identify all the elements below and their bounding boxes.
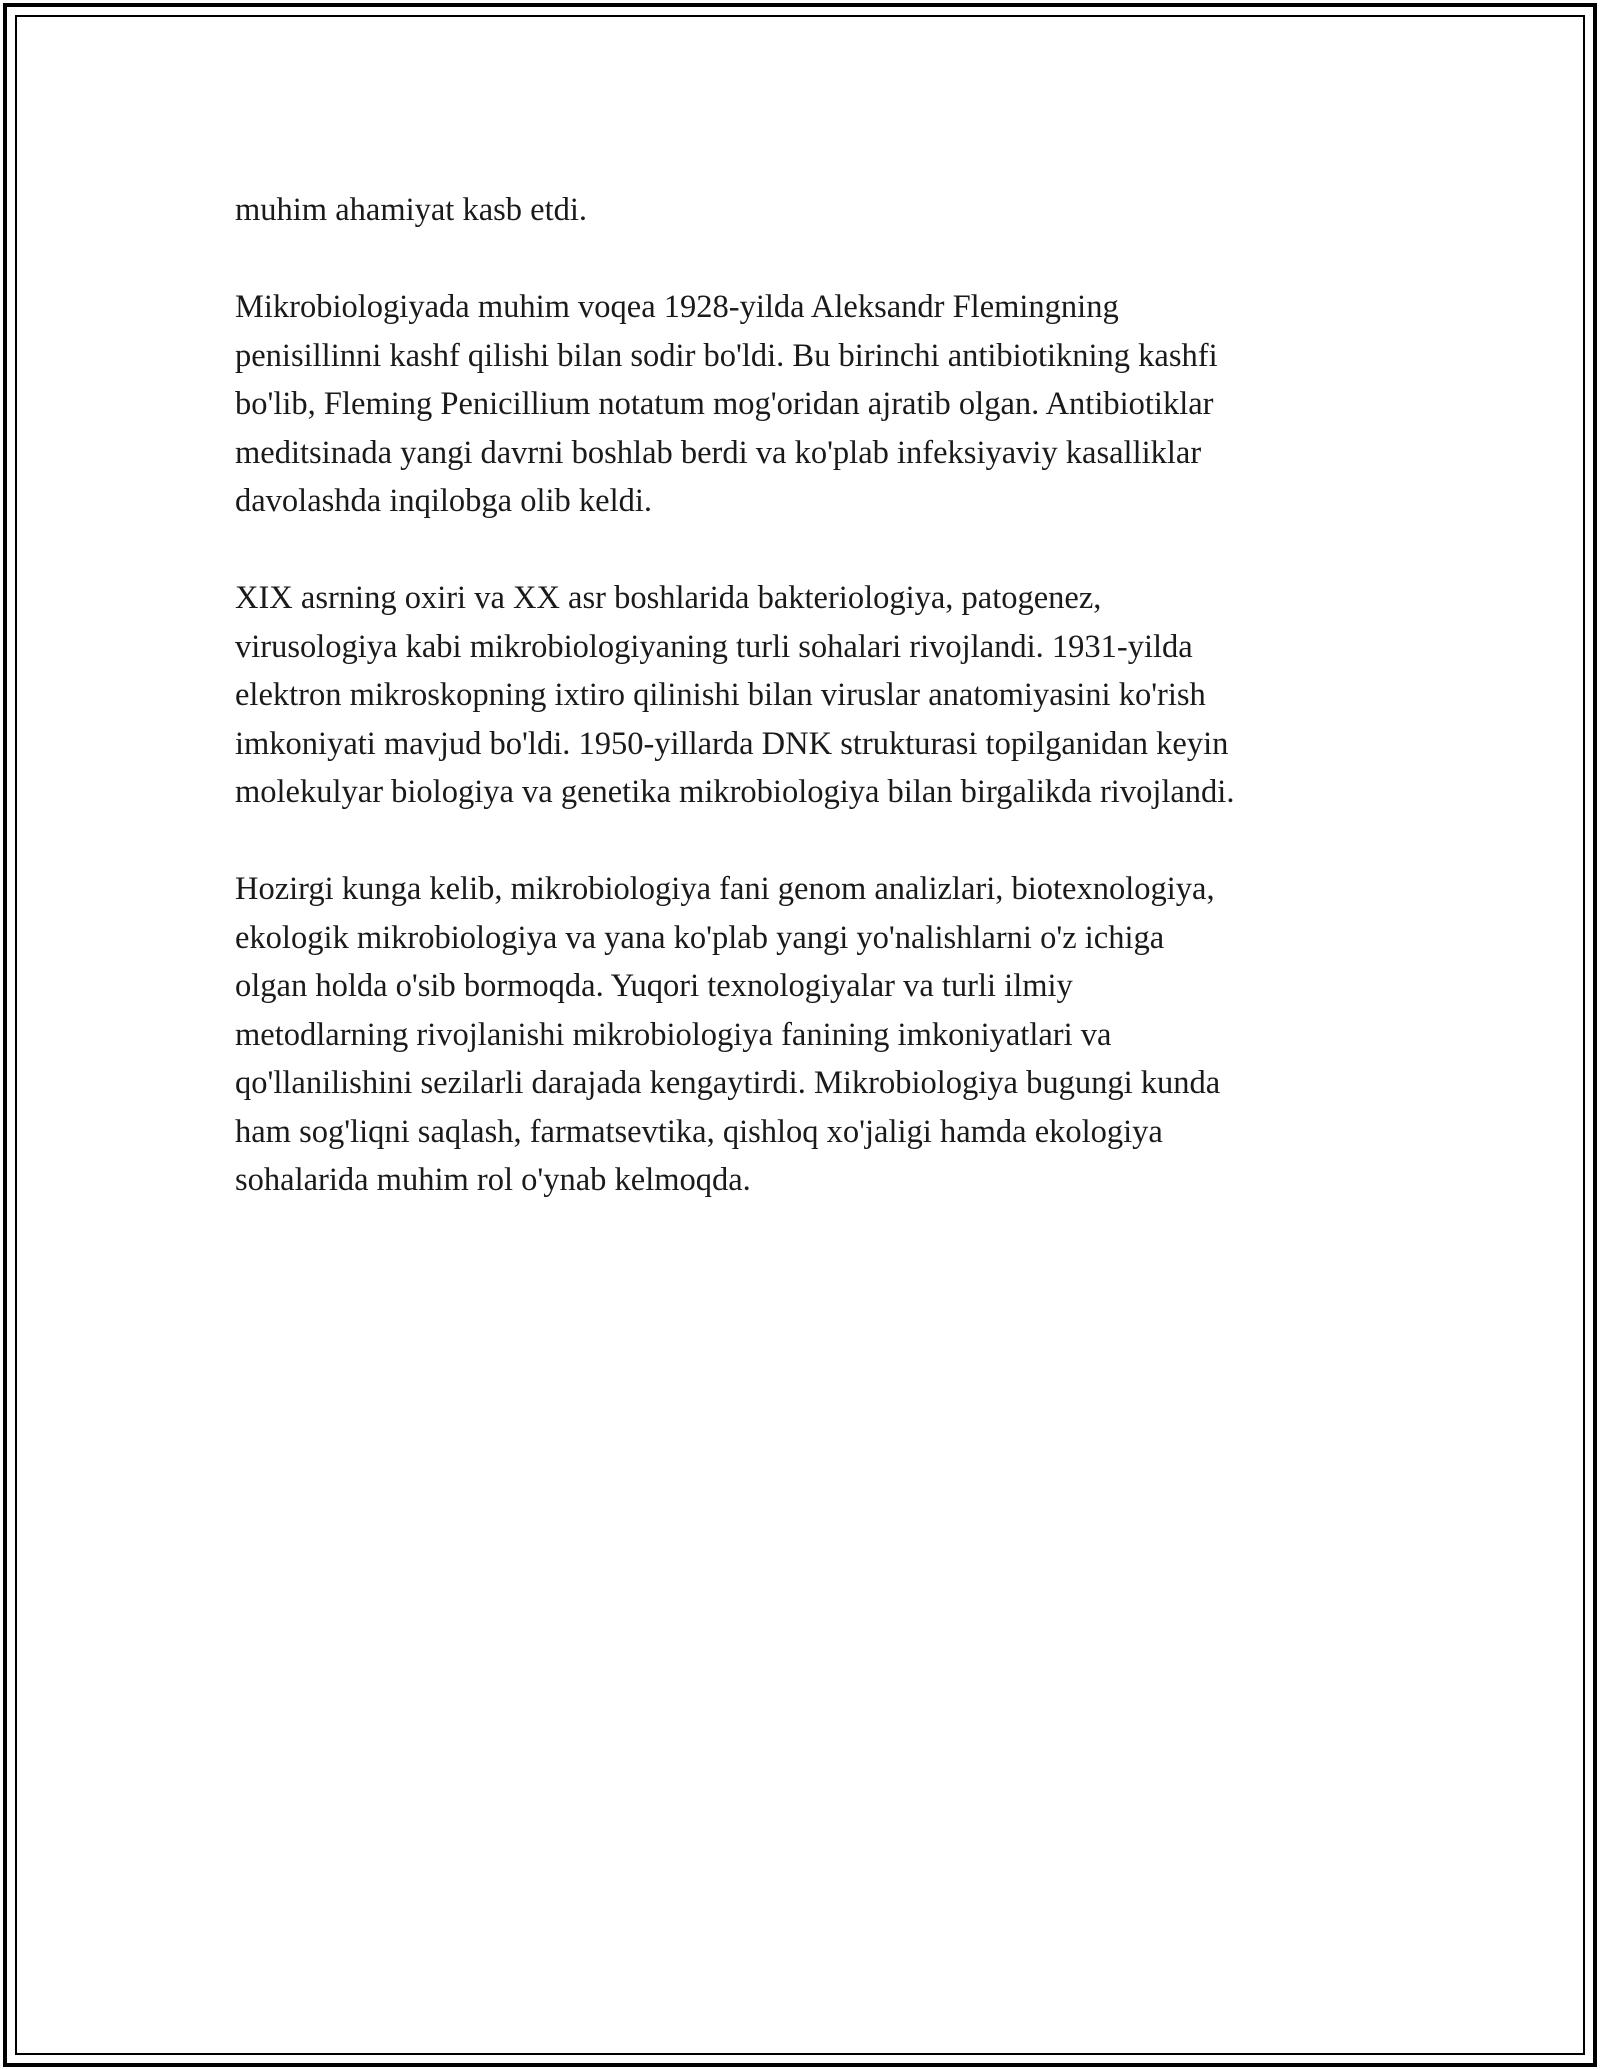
paragraph-modern: Hozirgi kunga kelib, mikrobiologiya fani genom analizlari, biotexnologiya, ekologik mikrobiologiya va yana ko'plab yangi yo'nalishlarni o'z ichiga olgan holda o'sib bormoqda. Yuqori texnologiyalar va turli ilmiy metodlarning rivojlanishi mikrobiologiya fanining imkoniyatlari va qo'llanilishini sezilarli darajada kengaytirdi. Mikrobiologiya bugungi kunda ham sog'liqni saqlash, farmatsevtika, qishloq xo'jaligi hamda ekologiya sohalarida muhim rol o'ynab kelmoqda.: [235, 871, 1221, 1198]
paragraph-history: XIX asrning oxiri va XX asr boshlarida bakteriologiya, patogenez, virusologiya kabi mikrobiologiyaning turli sohalari rivojlandi. 1931-yilda elektron mikroskopning ixtiro qilinishi bilan viruslar anatomiyasini ko'rish imkoniyati mavjud bo'ldi. 1950-yillarda DNK strukturasi topilganidan keyin molekulyar biologiya va genetika mikrobiologiya bilan birgalikda rivojlandi.: [235, 580, 1235, 810]
paragraph-penicillin: Mikrobiologiyada muhim voqea 1928-yilda Aleksandr Flemingning penisillinni kashf qilishi bilan sodir bo'ldi. Bu birinchi antibiotikning kashfi bo'lib, Fleming Penicillium notatum mog'oridan ajratib olgan. Antibiotiklar meditsinada yangi davrni boshlab berdi va ko'plab infeksiyaviy kasalliklar davolashda inqilobga olib keldi.: [235, 289, 1218, 519]
paragraph-continuation: muhim ahamiyat kasb etdi.: [235, 192, 588, 228]
document-body: [235, 186, 1385, 1253]
